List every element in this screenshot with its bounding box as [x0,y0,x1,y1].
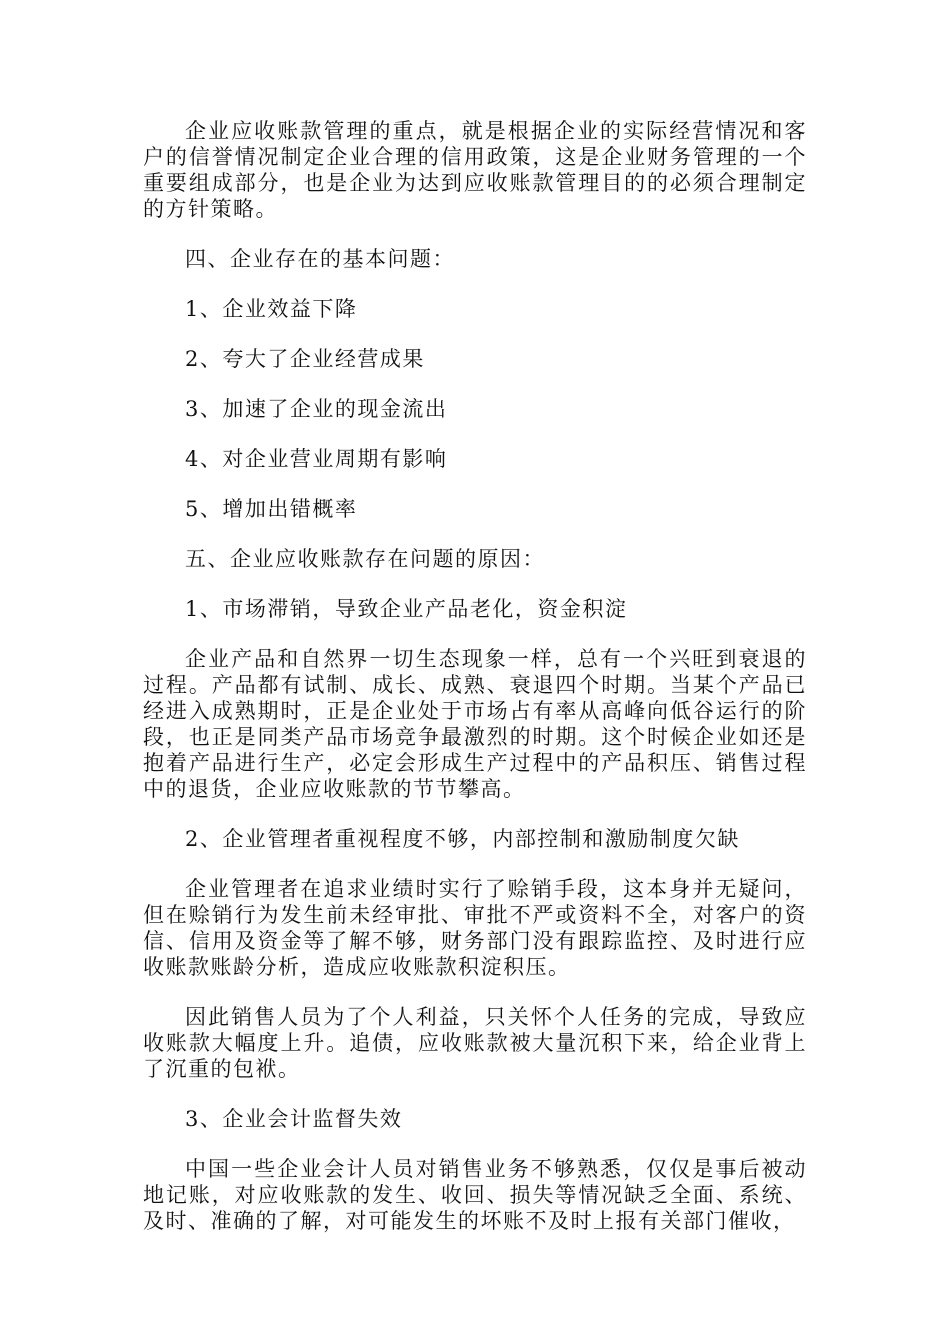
list-item-problem-2: 2、夸大了企业经营成果 [185,347,425,371]
list-item-problem-5: 5、增加出错概率 [185,497,358,521]
document-page [143,118,807,1234]
subheading-cause-1: 1、市场滞销，导致企业产品老化，资金积淀 [185,597,628,621]
subheading-cause-3: 3、企业会计监督失效 [185,1107,403,1131]
list-item-problem-4: 4、对企业营业周期有影响 [185,447,448,471]
list-item-problem-1: 1、企业效益下降 [185,297,358,321]
subheading-cause-2: 2、企业管理者重视程度不够，内部控制和激励制度欠缺 [185,827,740,851]
section-heading-basic-problems: 四、企业存在的基本问题： [185,247,455,271]
list-item-problem-3: 3、加速了企业的现金流出 [185,397,448,421]
paragraph-credit-policy: 企业应收账款管理的重点，就是根据企业的实际经营情况和客户的信誉情况制定企业合理的信用政策，这是企业财务管理的一个重要组成部分，也是企业为达到应收账款管理目的的必须合理制定的方针策略。 [143,119,807,221]
paragraph-credit-sales: 企业管理者在追求业绩时实行了赊销手段，这本身并无疑问，但在赊销行为发生前未经审批、审批不严或资料不全，对客户的资信、信用及资金等了解不够，财务部门没有跟踪监控、及时进行应收账款账龄分析，造成应收账款积淀积压。 [143,877,807,979]
paragraph-accounting-supervision: 中国一些企业会计人员对销售业务不够熟悉，仅仅是事后被动地记账，对应收账款的发生、收回、损失等情况缺乏全面、系统、及时、准确的了解，对可能发生的坏账不及时上报有关部门催收， [143,1157,807,1233]
paragraph-sales-staff: 因此销售人员为了个人利益，只关怀个人任务的完成，导致应收账款大幅度上升。追债，应收账款被大量沉积下来，给企业背上了沉重的包袱。 [143,1005,807,1081]
paragraph-product-lifecycle: 企业产品和自然界一切生态现象一样，总有一个兴旺到衰退的过程。产品都有试制、成长、成熟、衰退四个时期。当某个产品已经进入成熟期时，正是企业处于市场占有率从高峰向低谷运行的阶段，也正是同类产品市场竞争最激烈的时期。这个时候企业如还是抱着产品进行生产，必定会形成生产过程中的产品积压、销售过程中的退货，企业应收账款的节节攀高。 [143,647,807,801]
section-heading-causes: 五、企业应收账款存在问题的原因： [185,547,545,571]
